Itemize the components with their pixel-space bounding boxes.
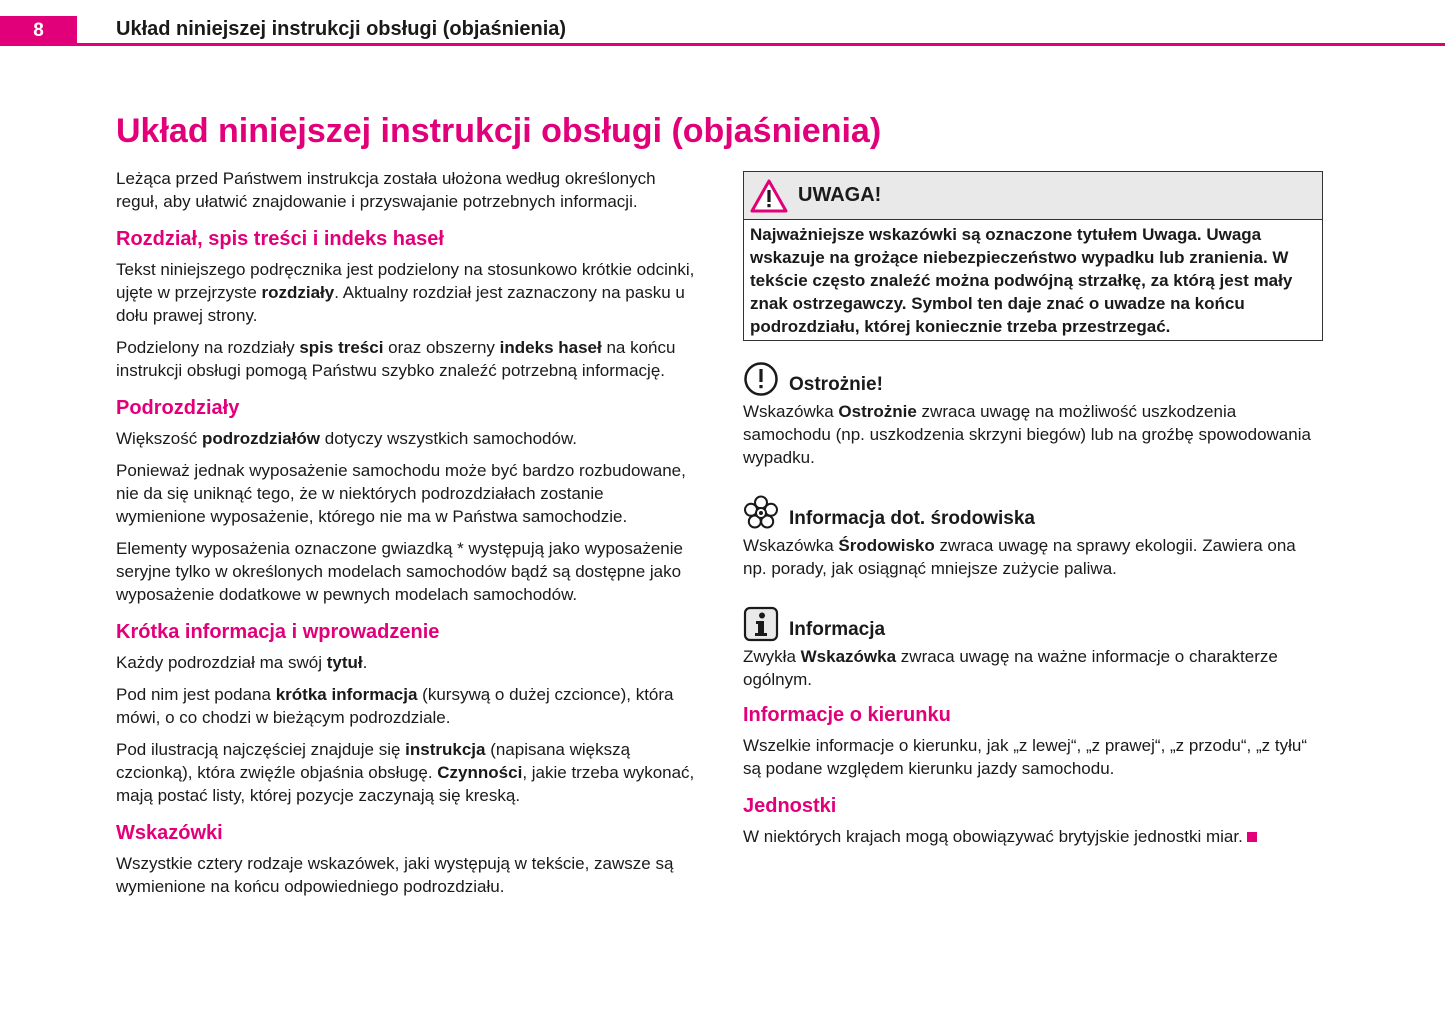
note-label: Informacja dot. środowiska [789, 508, 1035, 529]
section-heading-rozdzialy: Rozdział, spis treści i indeks haseł [116, 228, 444, 250]
page-number: 8 [0, 16, 77, 46]
running-title: Układ niniejszej instrukcji obsługi (objaśnienia) [116, 18, 567, 40]
page-title: Układ niniejszej instrukcji obsługi (objaśnienia) [116, 112, 882, 150]
end-marker-icon [1247, 832, 1257, 842]
warning-header [744, 172, 1322, 220]
section-heading-wskazowki: Wskazówki [116, 822, 223, 844]
note-text: Wskazówka Środowisko zwraca uwagę na sprawy ekologii. Zawiera ona np. porady, jak osiągnąć mniejsze zużycie paliwa. [743, 536, 1296, 578]
note-environment [743, 495, 1323, 580]
note-label: Ostrożnie! [789, 374, 883, 395]
left-column [116, 167, 698, 907]
section-heading-podrozdzialy: Podrozdziały [116, 397, 240, 419]
paragraph: Większość podrozdziałów dotyczy wszystkich samochodów. [116, 429, 577, 448]
exclamation-circle-icon [743, 361, 779, 397]
section-heading-kierunek: Informacje o kierunku [743, 704, 951, 726]
warning-triangle-icon [750, 179, 788, 213]
paragraph: Wszystkie cztery rodzaje wskazówek, jaki występują w tekście, zawsze są wymienione na końcu odpowiedniego podrozdziału. [116, 854, 674, 896]
note-info [743, 606, 1323, 691]
page-header [0, 0, 1445, 46]
paragraph: Pod ilustracją najczęściej znajduje się instrukcja (napisana większą czcionką), która zwięźle objaśnia obsługę. Czynności, jakie trzeba wykonać, mają postać listy, której pozycje zaczynają się kreską. [116, 740, 695, 805]
header-rule [77, 43, 1445, 46]
flower-icon [743, 495, 779, 531]
paragraph: Podzielony na rozdziały spis treści oraz obszerny indeks haseł na końcu instrukcji obsługi pomogą Państwu szybko znaleźć potrzebną informację. [116, 338, 676, 380]
note-text: Zwykła Wskazówka zwraca uwagę na ważne informacje o charakterze ogólnym. [743, 647, 1278, 689]
right-column [743, 171, 1323, 857]
info-icon [743, 606, 779, 642]
paragraph: Pod nim jest podana krótka informacja (kursywą o dużej czcionce), która mówi, o co chodzi w bieżącym podrozdziale. [116, 685, 674, 727]
section-heading-krotka: Krótka informacja i wprowadzenie [116, 621, 440, 643]
warning-title: UWAGA! [798, 184, 882, 206]
note-caution [743, 361, 1323, 469]
paragraph: Każdy podrozdział ma swój tytuł. [116, 653, 368, 672]
paragraph: Ponieważ jednak wyposażenie samochodu może być bardzo rozbudowane, nie da się uniknąć tego, że w niektórych podrozdziałach zostanie wymienione wyposażenie, którego nie ma w Państwa samochodzie. [116, 461, 686, 526]
paragraph: Wszelkie informacje o kierunku, jak „z lewej“, „z prawej“, „z przodu“, „z tyłu“ są podane względem kierunku jazdy samochodu. [743, 736, 1307, 778]
paragraph: Tekst niniejszego podręcznika jest podzielony na stosunkowo krótkie odcinki, ujęte w przejrzyste rozdziały. Aktualny rozdział jest zaznaczony na pasku u dołu prawej strony. [116, 260, 695, 325]
warning-box [743, 171, 1323, 341]
note-text: Wskazówka Ostrożnie zwraca uwagę na możliwość uszkodzenia samochodu (np. uszkodzenia skrzyni biegów) lub na groźbę spowodowania wypadku. [743, 402, 1311, 467]
warning-text: Najważniejsze wskazówki są oznaczone tytułem Uwaga. Uwaga wskazuje na grożące niebezpieczeństwo wypadku lub zranienia. W tekście często znaleźć można podwójną strzałkę, za którą jest mały znak ostrzegawczy. Symbol ten daje znać o uwadze na końcu podrozdziału, której koniecznie trzeba przestrzegać. [750, 225, 1293, 336]
section-heading-jednostki: Jednostki [743, 795, 837, 817]
intro-paragraph: Leżąca przed Państwem instrukcja została ułożona według określonych reguł, aby ułatwić znajdowanie i przyswajanie potrzebnych informacji. [116, 169, 656, 211]
note-label: Informacja [789, 619, 886, 640]
paragraph: W niektórych krajach mogą obowiązywać brytyjskie jednostki miar. [743, 825, 1323, 848]
paragraph: Elementy wyposażenia oznaczone gwiazdką * występują jako wyposażenie seryjne tylko w określonych modelach samochodów bądź są dostępne jako wyposażenie dodatkowe w pewnych modelach samochodów. [116, 539, 683, 604]
